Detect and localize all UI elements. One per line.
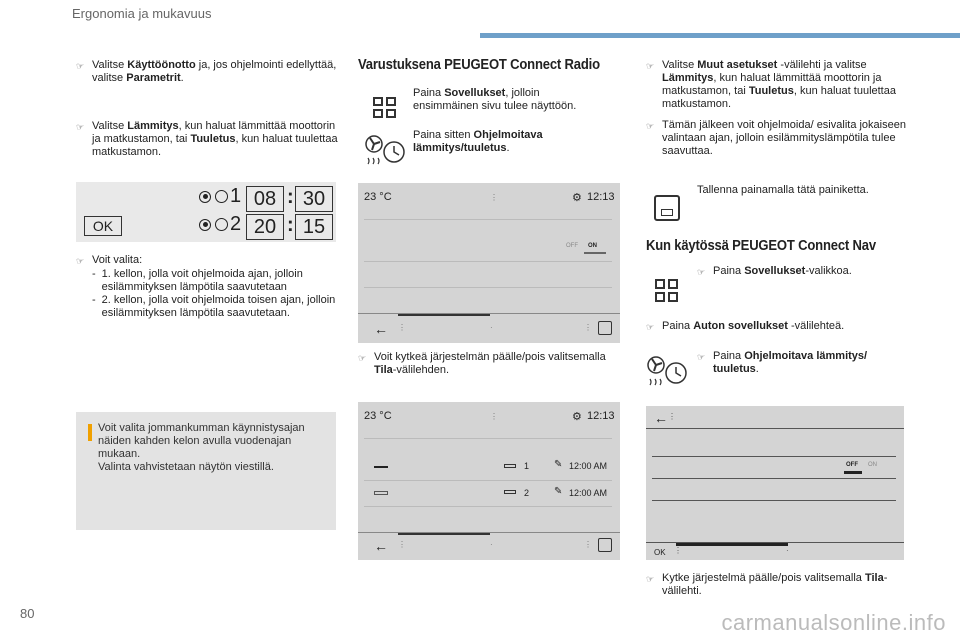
save-icon[interactable]: [598, 321, 612, 335]
clock-2-hours[interactable]: 20: [246, 214, 284, 240]
step-sovellukset: Paina Sovellukset, jolloin ensimmäinen sivu tulee näyttöön.: [413, 87, 577, 112]
temperature: 23 °C: [364, 191, 392, 203]
row-2-toggle[interactable]: [374, 491, 388, 495]
temperature: 23 °C: [364, 410, 392, 422]
save-icon[interactable]: [598, 538, 612, 552]
separator: ·: [786, 546, 789, 555]
bullet-muut-asetukset: ☞ Valitse Muut asetukset -välilehti ja valitse Lämmitys, kun haluat lämmittää moottorin ja matkustamon, tai Tuuletus, kun haluat tuulettaa matkustamon.: [646, 59, 896, 110]
time-separator: :: [287, 186, 294, 208]
separator: ·: [490, 323, 493, 332]
back-arrow-icon[interactable]: ←: [654, 410, 668, 426]
nav-screen: [646, 406, 904, 560]
info-box: [76, 412, 336, 530]
bullet-ohjelmoida: ☞ Tämän jälkeen voit ohjelmoida/ esivalita jokaiseen valintaan ajan, jolloin esilämmityslämpötila tulee saavuttaa.: [646, 119, 906, 157]
info-icon: [88, 424, 92, 441]
separator: ⋮: [398, 323, 406, 332]
ok-button[interactable]: OK: [84, 216, 122, 236]
step-ohjelmoitava: Paina sitten Ohjelmoitava lämmitys/tuuletus.: [413, 129, 543, 154]
clock-icon: [215, 190, 228, 203]
active-tab-indicator: [676, 543, 788, 546]
clock-time: 12:13: [587, 410, 615, 422]
bullet-voit-valita: ☞ Voit valita: - 1. kellon, jolla voit ohjelmoida ajan, jolloin esilämmityksen lämpötila saavutetaan - 2. kellon, jolla voit ohjelmoida toisen ajan, jolloin esilämmityksen lämpötila saavutetaan.: [76, 254, 336, 319]
divider: [364, 438, 612, 439]
ok-button[interactable]: OK: [654, 548, 666, 557]
separator: ⋮: [668, 412, 676, 421]
bullet-marker-icon: ☞: [76, 122, 85, 132]
row-1-time[interactable]: 12:00 AM: [569, 461, 608, 471]
clock-time: 12:13: [587, 191, 615, 203]
bullet-lammitys: ☞ Valitse Lämmitys, kun haluat lämmittää moottorin ja matkustamon, tai Tuuletus, kun haluat tuulettaa matkustamon.: [76, 120, 338, 158]
divider: [364, 219, 612, 220]
row-2-bar-icon: [504, 490, 516, 494]
heading-connect-nav: Kun käytössä PEUGEOT Connect Nav: [646, 238, 876, 254]
divider: [364, 287, 612, 288]
bullet-marker-icon: ☞: [646, 322, 655, 332]
settings-icon[interactable]: ⚙: [572, 411, 582, 423]
separator: ·: [490, 540, 493, 549]
bullet-nav-tila: ☞ Kytke järjestelmä päälle/pois valitsemalla Tila-välilehti.: [646, 572, 888, 597]
row-1-toggle[interactable]: [374, 466, 388, 468]
bullet-marker-icon: ☞: [697, 352, 706, 362]
separator: ⋮: [490, 193, 498, 202]
toggle-off[interactable]: OFF: [846, 462, 858, 468]
clock-icon: [215, 218, 228, 231]
watermark: carmanualsonline.info: [721, 610, 946, 635]
clock-1-minutes[interactable]: 30: [295, 186, 333, 212]
separator: ⋮: [398, 540, 406, 549]
bullet-kaynnistys: ☞ Valitse Käyttöönotto ja, jos ohjelmointi edellyttää, valitse Parametrit.: [76, 59, 337, 84]
divider: [652, 456, 896, 457]
programmable-heating-icon: [364, 134, 406, 166]
separator: ⋮: [584, 540, 592, 549]
bullet-auton-sovellukset: ☞ Paina Auton sovellukset -välilehteä.: [646, 320, 845, 332]
back-arrow-icon[interactable]: ←: [374, 538, 388, 554]
divider: [652, 500, 896, 501]
bullet-marker-icon: ☞: [697, 267, 706, 277]
clock-2-number: 2: [230, 213, 242, 235]
time-separator: :: [287, 214, 294, 236]
save-icon: [654, 195, 680, 221]
apps-grid-icon: [654, 278, 680, 304]
clock-1-number: 1: [230, 185, 242, 207]
bullet-marker-icon: ☞: [646, 121, 655, 131]
clock-panel: [76, 182, 336, 242]
bullet-marker-icon: ☞: [646, 574, 655, 584]
bullet-marker-icon: ☞: [646, 61, 655, 71]
divider: [646, 428, 904, 429]
row-2-number: 2: [524, 488, 530, 498]
bullet-marker-icon: ☞: [358, 353, 367, 363]
separator: ⋮: [584, 323, 592, 332]
clock-1-hours[interactable]: 08: [246, 186, 284, 212]
step-tallenna: Tallenna painamalla tätä painiketta.: [697, 184, 869, 196]
radio-screen-status: [358, 183, 620, 343]
info-text: Voit valita jommankumman käynnistysajan näiden kahden kelon avulla vuodenajan mukaan. Valinta vahvistetaan näytön viestillä.: [98, 422, 305, 473]
toggle-indicator: [584, 252, 606, 254]
settings-icon[interactable]: ⚙: [572, 192, 582, 204]
row-1-number: 1: [524, 461, 530, 471]
toggle-indicator: [844, 471, 862, 474]
edit-icon[interactable]: ✎: [554, 459, 563, 470]
toggle-off[interactable]: OFF: [566, 243, 578, 249]
row-1-bar-icon: [504, 464, 516, 468]
header-bar: [480, 33, 960, 38]
separator: ⋮: [490, 412, 498, 421]
divider: [364, 480, 612, 481]
divider: [364, 261, 612, 262]
active-tab-indicator: [398, 533, 490, 535]
bullet-tila: ☞ Voit kytkeä järjestelmän päälle/pois valitsemalla Tila-välilehden.: [358, 351, 606, 376]
toggle-on[interactable]: ON: [868, 462, 877, 468]
heading-connect-radio: Varustuksena PEUGEOT Connect Radio: [358, 57, 600, 73]
active-tab-indicator: [398, 314, 490, 316]
radio-1-icon[interactable]: [199, 191, 211, 203]
back-arrow-icon[interactable]: ←: [374, 321, 388, 337]
separator: ⋮: [674, 546, 682, 555]
page-number: 80: [20, 606, 35, 621]
section-title: Ergonomia ja mukavuus: [72, 6, 212, 21]
toggle-on[interactable]: ON: [588, 243, 597, 249]
clock-2-minutes[interactable]: 15: [295, 214, 333, 240]
step-nav-sovellukset: ☞ Paina Sovellukset-valikkoa.: [697, 265, 852, 277]
bullet-marker-icon: ☞: [76, 256, 85, 266]
divider: [364, 506, 612, 507]
bullet-marker-icon: ☞: [76, 61, 85, 71]
radio-screen-clocks: [358, 402, 620, 560]
edit-icon[interactable]: ✎: [554, 486, 563, 497]
radio-2-icon[interactable]: [199, 219, 211, 231]
step-nav-ohjelmoitava: ☞ Paina Ohjelmoitava lämmitys/ tuuletus.: [697, 350, 868, 375]
programmable-heating-icon: [646, 355, 688, 387]
divider: [652, 478, 896, 479]
row-2-time[interactable]: 12:00 AM: [569, 488, 608, 498]
apps-grid-icon: [372, 96, 398, 120]
